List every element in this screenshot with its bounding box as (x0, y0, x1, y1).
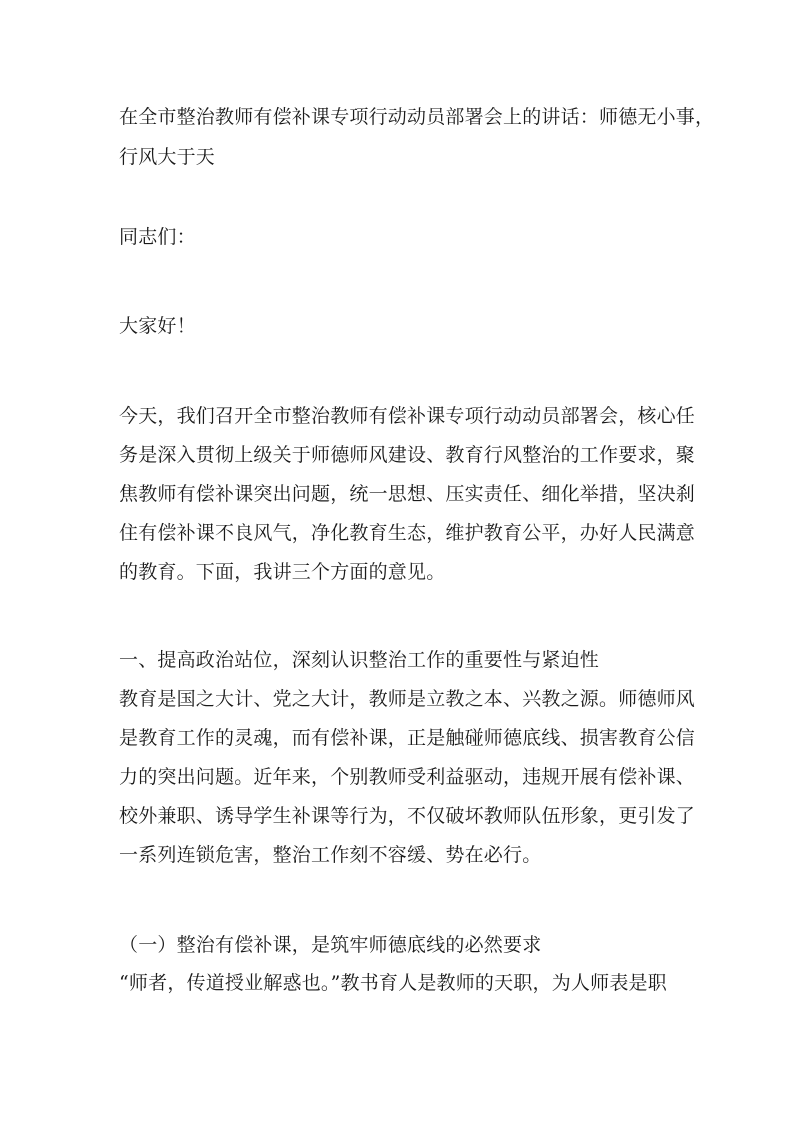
section-1-body-line-1: 教育是国之大计、党之大计，教师是立教之本、兴教之源。师德师风 (119, 688, 696, 710)
subsection-1-heading: （一）整治有偿补课，是筑牢师德底线的必然要求 (119, 934, 542, 956)
intro-line-5: 的教育。下面，我讲三个方面的意见。 (119, 561, 446, 583)
section-1-body-line-2: 是教育工作的灵魂，而有偿补课，正是触碰师德底线、损害教育公信 (119, 727, 696, 749)
document-title-line-1: 在全市整治教师有偿补课专项行动动员部署会上的讲话：师德无小事， (119, 106, 715, 128)
intro-line-2: 务是深入贯彻上级关于师德师风建设、教育行风整治的工作要求，聚 (119, 444, 696, 466)
section-1-body-line-4: 校外兼职、诱导学生补课等行为，不仅破坏教师队伍形象，更引发了 (119, 805, 696, 827)
document-title-line-2: 行风大于天 (119, 146, 216, 168)
intro-line-3: 焦教师有偿补课突出问题，统一思想、压实责任、细化举措，坚决刹 (119, 483, 696, 505)
subsection-1-body-line-1: “师者，传道授业解惑也。”教书育人是教师的天职，为人师表是职 (119, 972, 667, 994)
section-1-heading: 一、提高政治站位，深刻认识整治工作的重要性与紧迫性 (119, 649, 600, 671)
section-1-body-line-5: 一系列连锁危害，整治工作刻不容缓、势在必行。 (119, 844, 542, 866)
section-1-body-line-3: 力的突出问题。近年来，个别教师受利益驱动，违规开展有偿补课、 (119, 766, 696, 788)
greeting: 大家好！ (119, 315, 196, 337)
intro-line-1: 今天，我们召开全市整治教师有偿补课专项行动动员部署会，核心任 (119, 405, 696, 427)
salutation: 同志们： (119, 226, 196, 248)
intro-line-4: 住有偿补课不良风气，净化教育生态，维护教育公平，办好人民满意 (119, 522, 696, 544)
